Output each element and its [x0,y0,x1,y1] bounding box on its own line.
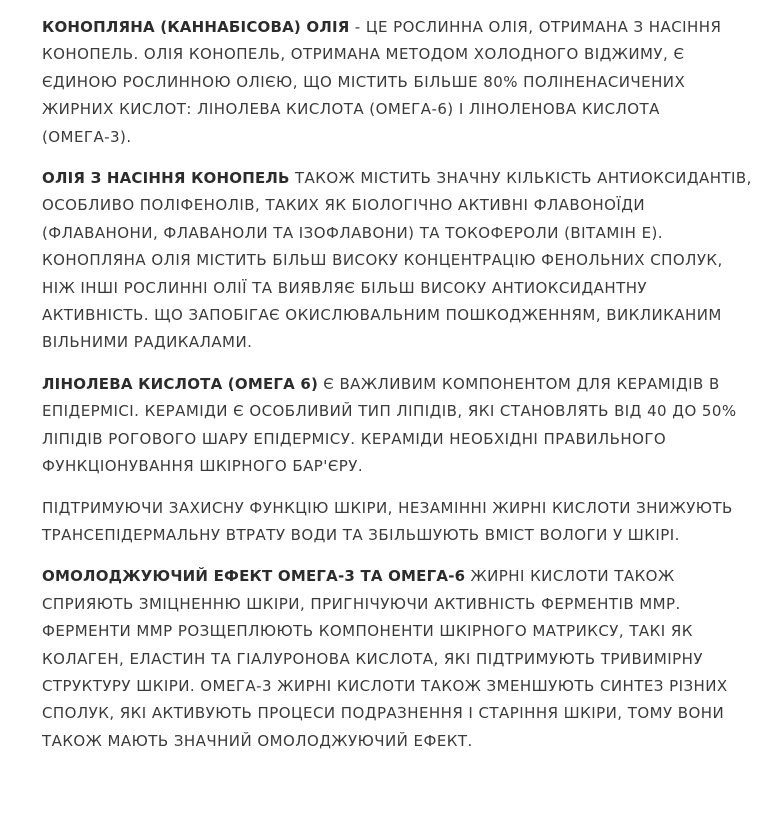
paragraph-text: ТАКОЖ МІСТИТЬ ЗНАЧНУ КІЛЬКІСТЬ АНТИОКСИДАНТІВ, ОСОБЛИВО ПОЛІФЕНОЛІВ, ТАКИХ ЯК БІОЛОГІЧНО АКТИВНІ ФЛАВОНОЇДИ (ФЛАВАНОНИ, ФЛАВАНОЛИ ТА ІЗОФЛАВОНИ) ТА ТОКОФЕРОЛИ (ВІТАМІН Е). КОНОПЛЯНА ОЛІЯ МІСТИТЬ БІЛЬШ ВИСОКУ КОНЦЕНТРАЦІЮ ФЕНОЛЬНИХ СПОЛУК, НІЖ ІНШІ РОСЛИННІ ОЛІЇ ТА ВИЯВЛЯЄ БІЛЬШ ВИСОКУ АНТИОКСИДАНТНУ АКТИВНІСТЬ. ЩО ЗАПОБІГАЄ ОКИСЛЮВАЛЬНИМ ПОШКОДЖЕННЯМ, ВИКЛИКАНИМ ВІЛЬНИМИ РАДИКАЛАМИ. [42,169,752,352]
paragraph-text: Є ВАЖЛИВИМ КОМПОНЕНТОМ ДЛЯ КЕРАМІДІВ В ЕПІДЕРМІСІ. КЕРАМІДИ Є ОСОБЛИВИЙ ТИП ЛІПІДІВ, ЯКІ СТАНОВЛЯТЬ ВІД 40 ДО 50% ЛІПІДІВ РОГОВОГО ШАРУ ЕПІДЕРМІСУ. КЕРАМІДИ НЕОБХІДНІ ПРАВИЛЬНОГО ФУНКЦІОНУВАННЯ ШКІРНОГО БАР'ЄРУ. [42,374,737,476]
paragraph-hemp-oil-intro [42,14,752,151]
paragraph-linoleic-acid [42,371,752,481]
paragraph-lead: ОЛІЯ З НАСІННЯ КОНОПЕЛЬ [42,169,290,188]
paragraph-lead: ОМОЛОДЖУЮЧИЙ ЕФЕКТ ОМЕГА-3 ТА ОМЕГА-6 [42,567,466,586]
paragraph-rejuvenating-effect [42,563,752,755]
paragraph-text: ПІДТРИМУЮЧИ ЗАХИСНУ ФУНКЦІЮ ШКІРИ, НЕЗАМІННІ ЖИРНІ КИСЛОТИ ЗНИЖУЮТЬ ТРАНСЕПІДЕРМАЛЬНУ ВТРАТУ ВОДИ ТА ЗБІЛЬШУЮТЬ ВМІСТ ВОЛОГИ У ШКІРІ. [42,498,733,544]
paragraph-lead: КОНОПЛЯНА (КАННАБІСОВА) ОЛІЯ [42,18,350,36]
paragraph-text: ЖИРНІ КИСЛОТИ ТАКОЖ СПРИЯЮТЬ ЗМІЦНЕННЮ ШКІРИ, ПРИГНІЧУЮЧИ АКТИВНІСТЬ ФЕРМЕНТІВ ММР. ФЕРМЕНТИ ММР РОЗЩЕПЛЮЮТЬ КОМПОНЕНТИ ШКІРНОГО МАТРИКСУ, ТАКІ ЯК КОЛАГЕН, ЕЛАСТИН ТА ГІАЛУРОНОВА КИСЛОТА, ЯКІ ПІДТРИМУЮТЬ ТРИВИМІРНУ СТРУКТУРУ ШКІРИ. ОМЕГА-3 ЖИРНІ КИСЛОТИ ТАКОЖ ЗМЕНШУЮТЬ СИНТЕЗ РІЗНИХ СПОЛУК, ЯКІ АКТИВУЮТЬ ПРОЦЕСИ ПОДРАЗНЕННЯ І СТАРІННЯ ШКІРИ, ТОМУ ВОНИ ТАКОЖ МАЮТЬ ЗНАЧНИЙ ОМОЛОДЖУЮЧИЙ ЕФЕКТ. [42,567,728,750]
paragraph-text: - ЦЕ РОСЛИННА ОЛІЯ, ОТРИМАНА З НАСІННЯ КОНОПЕЛЬ. ОЛІЯ КОНОПЕЛЬ, ОТРИМАНА МЕТОДОМ ХОЛОДНОГО ВІДЖИМУ, Є ЄДИНОЮ РОСЛИННОЮ ОЛІЄЮ, ЩО МІСТИТЬ БІЛЬШЕ 80% ПОЛІНЕНАСИЧЕНИХ ЖИРНИХ КИСЛОТ: ЛІНОЛЕВА КИСЛОТА (ОМЕГА-6) І ЛІНОЛЕНОВА КИСЛОТА (ОМЕГА-3). [42,18,722,146]
paragraph-antioxidants [42,165,752,357]
paragraph-skin-barrier [42,495,752,550]
article-body [42,14,752,769]
paragraph-lead: ЛІНОЛЕВА КИСЛОТА (ОМЕГА 6) [42,374,319,393]
